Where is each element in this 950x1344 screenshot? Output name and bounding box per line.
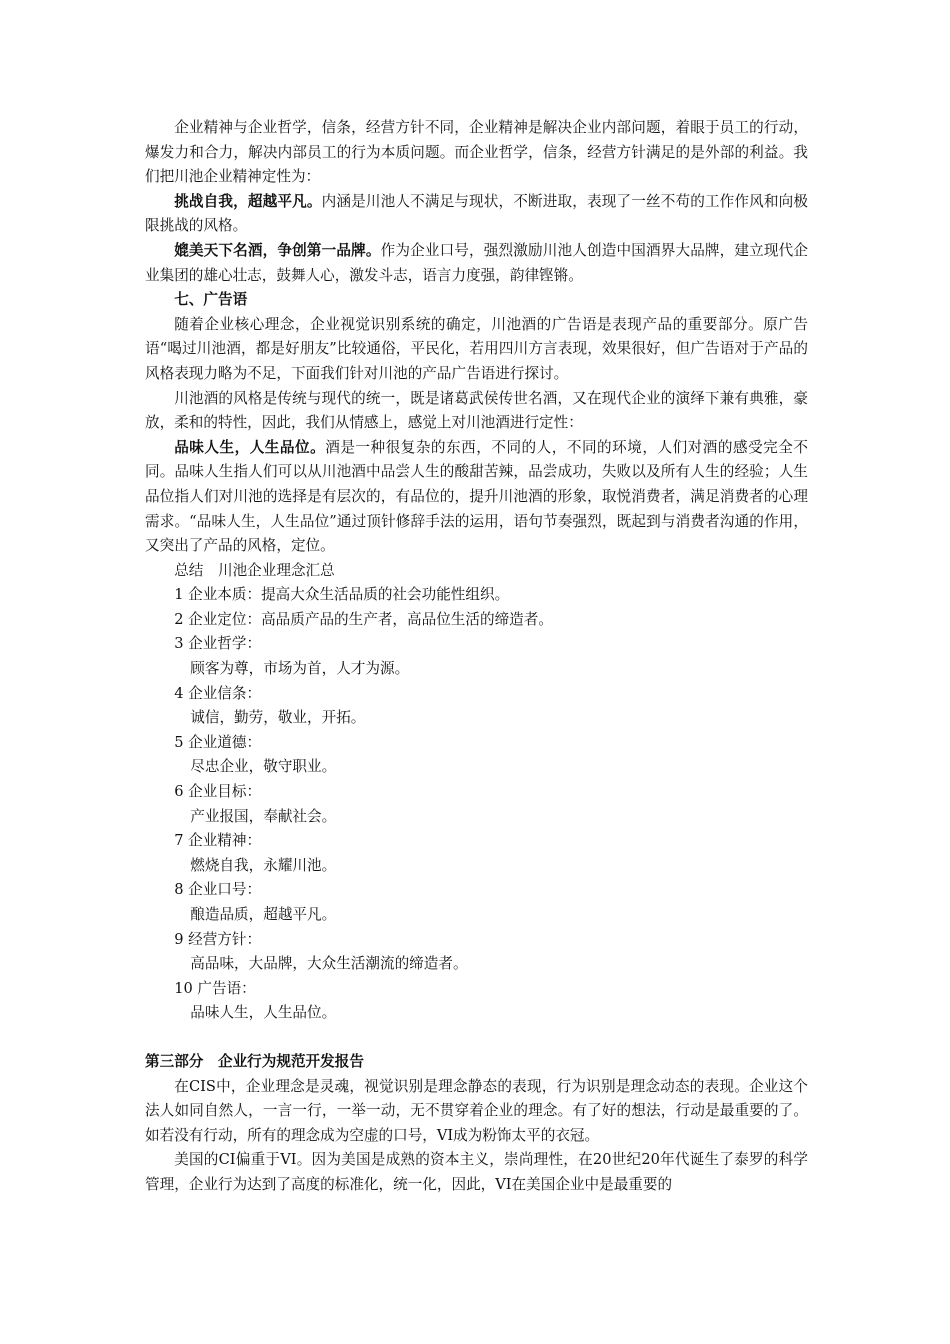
list-item-value: 尽忠企业，敬守职业。 [190, 758, 337, 776]
slogan-taste: 品味人生，人生品位。 [174, 438, 326, 456]
paragraph-taste-text: 酒是一种很复杂的东西，不同的人，不同的环境，人们对酒的感受完全不同。品味人生指人们可以从川池酒中品尝人生的酸甜苦辣，品尝成功，失败以及所有人生的经验；人生品位指人们对川池的选择是有层次的，有品位的，提升川池酒的形象，取悦消费者，满足消费者的心理需求。“品味人生，人生品位”通过顶针修辞手法的运用，语句节奏强烈，既起到与消费者沟通的作用，又突出了产品的风格，定位。 [145, 438, 808, 555]
summary-list [145, 583, 808, 1026]
paragraph-america: 美国的CI偏重于VI。因为美国是成熟的资本主义，崇尚理性，在20世纪20年代诞生了泰罗的科学管理，企业行为达到了高度的标准化，统一化，因此，VI在美国企业中是最重要的 [145, 1151, 808, 1193]
slogan-brand: 媲美天下名酒，争创第一品牌。 [174, 241, 381, 259]
paragraph-cis: 在CIS中，企业理念是灵魂，视觉识别是理念静态的表现，行为识别是理念动态的表现。企业这个法人如同自然人，一言一行，一举一动，无不贯穿着企业的理念。有了好的想法，行动是最重要的了。如若没有行动，所有的理念成为空虚的口号，VI成为粉饰太平的衣冠。 [145, 1077, 808, 1144]
list-item-label: 2 企业定位：高品质产品的生产者，高品位生活的缔造者。 [174, 610, 553, 628]
paragraph-challenge [145, 190, 808, 239]
list-item-value: 酿造品质，超越平凡。 [190, 906, 337, 923]
list-item-value: 产业报国，奉献社会。 [190, 807, 337, 825]
list-item-value: 顾客为尊，市场为首，人才为源。 [190, 660, 410, 678]
list-item-label: 6 企业目标： [174, 783, 262, 801]
paragraph-style: 川池酒的风格是传统与现代的统一，既是诸葛武侯传世名酒，又在现代企业的演绎下兼有典雅，豪放，柔和的特性，因此，我们从情感上，感觉上对川池酒进行定性： [145, 389, 808, 432]
paragraph-brand-text: 作为企业口号，强烈激励川池人创造中国酒界大品牌，建立现代企业集团的雄心壮志，鼓舞人心，激发斗志，语言力度强，韵律铿锵。 [145, 241, 808, 284]
list-item-value: 高品味，大品牌，大众生活潮流的缔造者。 [190, 955, 468, 973]
document-page [145, 116, 808, 1198]
list-item-label: 5 企业道德： [174, 733, 262, 751]
paragraph-taste [145, 436, 808, 559]
list-item-label: 9 经营方针： [174, 930, 262, 948]
list-item-label: 10 广告语： [174, 979, 256, 997]
paragraph-spirit: 企业精神与企业哲学，信条，经营方针不同，企业精神是解决企业内部问题，着眼于员工的行动，爆发力和合力，解决内部员工的行为本质问题。而企业哲学，信条，经营方针满足的是外部的利益。我们把川池企业精神定性为： [145, 119, 808, 186]
list-item-label: 7 企业精神： [174, 832, 262, 850]
heading-advertising: 七、广告语 [174, 291, 248, 309]
paragraph-advertising: 随着企业核心理念，企业视觉识别系统的确定，川池酒的广告语是表现产品的重要部分。原广告语“喝过川池酒，都是好朋友”比较通俗，平民化，若用四川方言表现，效果很好，但广告语对于产品的风格表现力略为不足，下面我们针对川池的产品广告语进行探讨。 [145, 315, 808, 382]
list-item-label: 8 企业口号： [174, 881, 262, 899]
list-item-value: 品味人生，人生品位。 [190, 1004, 337, 1022]
list-item-label: 1 企业本质：提高大众生活品质的社会功能性组织。 [174, 586, 510, 604]
paragraph-brand [145, 239, 808, 288]
section-gap [145, 1026, 808, 1050]
section-title-part3: 第三部分 企业行为规范开发报告 [145, 1052, 364, 1070]
list-item-label: 4 企业信条： [174, 684, 262, 702]
list-item-value: 诚信，勤劳，敬业，开拓。 [190, 709, 366, 727]
slogan-challenge: 挑战自我，超越平凡。 [174, 192, 322, 210]
list-item-value: 燃烧自我，永耀川池。 [190, 856, 337, 874]
list-item-label: 3 企业哲学： [174, 635, 262, 653]
summary-title: 总结 川池企业理念汇总 [174, 561, 335, 579]
paragraph-challenge-text: 内涵是川池人不满足与现状，不断进取，表现了一丝不苟的工作作风和向极限挑战的风格。 [145, 192, 808, 235]
